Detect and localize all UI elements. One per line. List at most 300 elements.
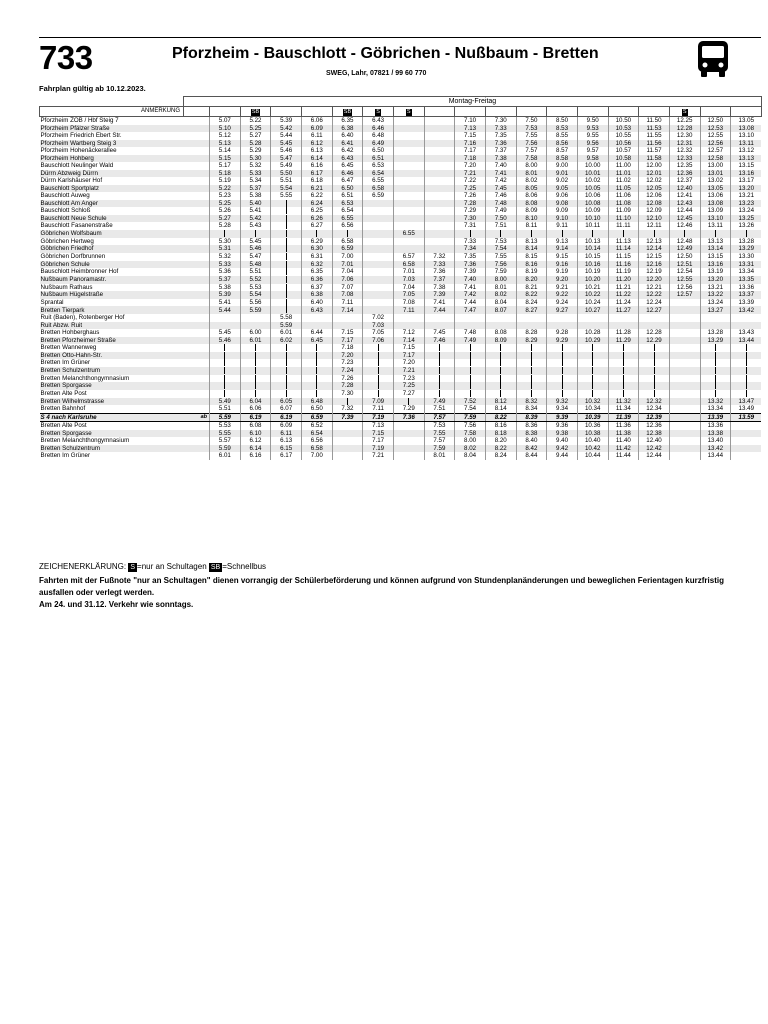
departure-time — [608, 352, 639, 360]
departure-time — [639, 375, 670, 383]
departure-time — [577, 322, 608, 330]
departure-time: 12.57 — [700, 147, 731, 155]
departure-time: 13.39 — [731, 299, 762, 307]
departure-time — [363, 253, 394, 261]
departure-time — [424, 215, 455, 223]
departure-time: 13.13 — [731, 155, 762, 163]
departure-time: 13.16 — [731, 170, 762, 178]
departure-time: 7.04 — [332, 268, 363, 276]
departure-time — [731, 352, 762, 360]
departure-marker: ab — [184, 413, 210, 422]
departure-time — [669, 299, 700, 307]
departure-time: 7.28 — [455, 200, 486, 208]
departure-time: 8.09 — [485, 337, 516, 345]
departure-time: 6.08 — [240, 422, 271, 430]
stop-name: Göbrichen Hertweg — [40, 237, 94, 245]
departure-time — [700, 322, 731, 330]
departure-time: 5.32 — [240, 162, 271, 170]
departure-time: 12.51 — [669, 261, 700, 269]
pass-through-marker — [623, 367, 624, 374]
departure-time: 13.11 — [731, 140, 762, 148]
departure-time: 13.31 — [731, 261, 762, 269]
departure-time: 7.25 — [393, 382, 424, 390]
legend-label: ZEICHENERKLÄRUNG: — [39, 562, 127, 571]
departure-time: 10.15 — [577, 253, 608, 261]
departure-time: 5.18 — [210, 170, 241, 178]
pass-through-marker — [500, 230, 501, 237]
table-row — [40, 185, 762, 193]
departure-time: 7.49 — [485, 207, 516, 215]
departure-time: 12.25 — [669, 117, 700, 125]
departure-time: 12.20 — [639, 276, 670, 284]
departure-time: 13.11 — [700, 222, 731, 230]
pass-through-marker — [500, 344, 501, 351]
departure-time — [271, 284, 302, 292]
departure-time: 6.56 — [332, 222, 363, 230]
pass-through-marker — [623, 390, 624, 397]
departure-time: 13.59 — [731, 413, 762, 422]
departure-time — [669, 445, 700, 453]
departure-time — [639, 359, 670, 367]
departure-time: 13.14 — [700, 245, 731, 253]
pass-through-marker — [715, 359, 716, 366]
column-note — [240, 107, 271, 117]
departure-time: 13.05 — [731, 117, 762, 125]
departure-time: 6.22 — [301, 192, 332, 200]
departure-time: 8.07 — [485, 306, 516, 314]
departure-time: 12.50 — [669, 253, 700, 261]
departure-marker — [184, 276, 210, 284]
column-note — [424, 107, 455, 117]
departure-time — [301, 375, 332, 383]
departure-time — [301, 314, 332, 322]
departure-time: 5.30 — [210, 238, 241, 246]
departure-time: 8.14 — [485, 405, 516, 413]
departure-time: 12.56 — [669, 284, 700, 292]
departure-time — [393, 452, 424, 460]
departure-time — [577, 359, 608, 367]
departure-time: 5.14 — [210, 147, 241, 155]
departure-time — [700, 344, 731, 352]
departure-time: 12.01 — [639, 170, 670, 178]
pass-through-marker — [286, 261, 287, 268]
departure-time: 11.28 — [608, 329, 639, 337]
departure-time: 5.28 — [240, 140, 271, 148]
departure-time: 7.39 — [424, 291, 455, 299]
departure-time: 12.41 — [669, 192, 700, 200]
school-day-badge: S — [406, 108, 411, 115]
stop-name: Bretten Alte Post — [40, 390, 87, 398]
departure-time: 7.08 — [332, 291, 363, 299]
departure-time — [547, 314, 578, 322]
departure-time: 6.38 — [332, 125, 363, 133]
pass-through-marker — [286, 238, 287, 245]
departure-time — [424, 245, 455, 253]
departure-time — [639, 230, 670, 238]
departure-time — [271, 253, 302, 261]
departure-time: 6.43 — [363, 117, 394, 125]
departure-time — [393, 192, 424, 200]
departure-time: 9.42 — [547, 445, 578, 453]
departure-time — [639, 390, 670, 398]
departure-time: 6.32 — [301, 261, 332, 269]
departure-time: 5.54 — [271, 185, 302, 193]
departure-time: 13.16 — [700, 261, 731, 269]
departure-time: 13.26 — [731, 222, 762, 230]
departure-time: 9.57 — [577, 147, 608, 155]
stop-name: Bauschlott Sportplatz — [40, 185, 184, 193]
pass-through-marker — [531, 367, 532, 374]
departure-time — [210, 344, 241, 352]
column-note — [271, 107, 302, 117]
stop-name: Göbrichen Schule — [40, 261, 184, 269]
departure-time — [669, 344, 700, 352]
departure-marker — [184, 268, 210, 276]
departure-time: 6.40 — [301, 299, 332, 307]
departure-time: 10.00 — [577, 162, 608, 170]
departure-marker — [184, 445, 210, 453]
departure-time: 7.17 — [393, 352, 424, 360]
departure-time: 7.13 — [455, 125, 486, 133]
table-row — [40, 375, 762, 383]
stop-name: Dürrn Abzweig Dürrn — [40, 170, 184, 178]
departure-time: 6.11 — [271, 430, 302, 438]
table-row — [40, 452, 762, 460]
departure-time: 10.53 — [608, 125, 639, 133]
column-note — [700, 107, 731, 117]
departure-time — [516, 230, 547, 238]
departure-time — [700, 314, 731, 322]
school-day-badge: S — [682, 108, 687, 115]
departure-time: 6.59 — [363, 192, 394, 200]
departure-time — [547, 352, 578, 360]
departure-time: 8.21 — [516, 284, 547, 292]
departure-time: 9.56 — [577, 140, 608, 148]
day-header-row — [40, 97, 762, 107]
pass-through-marker — [439, 352, 440, 359]
departure-time: 8.06 — [516, 192, 547, 200]
departure-time: 7.54 — [485, 245, 516, 253]
departure-time: 6.12 — [301, 140, 332, 148]
departure-time: 6.31 — [301, 253, 332, 261]
departure-time: 13.27 — [700, 306, 731, 314]
departure-time: 9.50 — [577, 117, 608, 125]
departure-time: 7.39 — [332, 413, 363, 422]
departure-time: 6.10 — [240, 430, 271, 438]
departure-time — [547, 390, 578, 398]
pass-through-marker — [316, 390, 317, 397]
departure-time — [271, 390, 302, 398]
departure-time — [424, 322, 455, 330]
departure-time — [424, 207, 455, 215]
departure-time: 7.05 — [393, 291, 424, 299]
departure-time — [516, 367, 547, 375]
departure-marker — [184, 185, 210, 193]
pass-through-marker — [562, 344, 563, 351]
header-rule — [39, 37, 761, 38]
pass-through-marker — [224, 344, 225, 351]
table-row — [40, 422, 762, 430]
departure-time: 5.22 — [210, 185, 241, 193]
departure-time: 12.16 — [639, 261, 670, 269]
departure-time: 5.23 — [210, 192, 241, 200]
departure-time: 12.40 — [669, 185, 700, 193]
departure-time: 8.12 — [485, 398, 516, 406]
departure-time: 12.19 — [639, 268, 670, 276]
departure-time: 8.08 — [516, 200, 547, 208]
pass-through-marker — [286, 359, 287, 366]
pass-through-marker — [255, 390, 256, 397]
departure-time: 13.34 — [731, 268, 762, 276]
departure-time: 8.22 — [485, 445, 516, 453]
departure-time: 5.55 — [271, 192, 302, 200]
pass-through-marker — [224, 359, 225, 366]
departure-time — [669, 314, 700, 322]
departure-time: 5.53 — [240, 284, 271, 292]
pass-through-marker — [224, 375, 225, 382]
departure-time — [577, 390, 608, 398]
departure-time: 6.24 — [301, 200, 332, 208]
departure-time: 5.55 — [210, 430, 241, 438]
departure-time: 12.02 — [639, 177, 670, 185]
departure-time: 13.44 — [700, 452, 731, 460]
departure-time: 7.16 — [455, 140, 486, 148]
table-row — [40, 140, 762, 148]
departure-time: 6.58 — [301, 445, 332, 453]
departure-time — [301, 230, 332, 238]
departure-time: 8.01 — [485, 284, 516, 292]
stop-name: Ruit (Baden), Rotenberger Hof — [40, 314, 125, 322]
departure-time: 6.19 — [240, 413, 271, 422]
departure-time — [210, 230, 241, 238]
column-note — [363, 107, 394, 117]
pass-through-marker — [746, 390, 747, 397]
departure-time: 10.22 — [577, 291, 608, 299]
departure-time: 12.43 — [669, 200, 700, 208]
pass-through-marker — [531, 344, 532, 351]
departure-time: 9.00 — [547, 162, 578, 170]
pass-through-marker — [286, 222, 287, 229]
pass-through-marker — [592, 359, 593, 366]
departure-time — [271, 207, 302, 215]
table-row — [40, 359, 762, 367]
departure-marker — [184, 155, 210, 163]
stop-name: Bretten Schulzentrum — [40, 445, 184, 453]
departure-time: 12.48 — [669, 238, 700, 246]
departure-time: 9.02 — [547, 177, 578, 185]
departure-time — [363, 222, 394, 230]
stop-name: Nußbaum Hügelstraße — [40, 291, 184, 299]
departure-time: 7.06 — [363, 337, 394, 345]
pass-through-marker — [562, 352, 563, 359]
departure-time: 7.57 — [424, 413, 455, 422]
departure-time: 5.53 — [210, 422, 241, 430]
pass-through-marker — [562, 230, 563, 237]
departure-time: 10.11 — [577, 222, 608, 230]
pass-through-marker — [746, 367, 747, 374]
departure-time — [393, 185, 424, 193]
departure-time: 5.54 — [240, 291, 271, 299]
departure-time: 6.05 — [271, 398, 302, 406]
departure-time: 5.07 — [210, 117, 241, 125]
stop-name: Bauschlott Schloß — [40, 207, 91, 215]
departure-time: 13.40 — [700, 437, 731, 445]
departure-time — [485, 382, 516, 390]
departure-time: 9.40 — [547, 437, 578, 445]
departure-time — [393, 314, 424, 322]
departure-time — [393, 215, 424, 223]
departure-time: 9.20 — [547, 276, 578, 284]
column-note — [516, 107, 547, 117]
day-label: Montag-Freitag — [184, 97, 762, 107]
pass-through-marker — [623, 344, 624, 351]
column-note — [577, 107, 608, 117]
departure-time: 7.37 — [485, 147, 516, 155]
departure-time: 13.25 — [731, 215, 762, 223]
departure-time — [608, 382, 639, 390]
departure-time: 10.06 — [577, 192, 608, 200]
stop-name: Göbrichen Dorfbrunnen — [40, 253, 106, 261]
departure-time: 8.04 — [485, 299, 516, 307]
pass-through-marker — [439, 367, 440, 374]
departure-time: 6.01 — [240, 337, 271, 345]
departure-marker — [184, 367, 210, 375]
departure-time: 6.50 — [363, 147, 394, 155]
departure-time: 6.47 — [332, 177, 363, 185]
departure-time: 5.48 — [240, 261, 271, 269]
departure-time: 7.26 — [455, 192, 486, 200]
departure-time: 8.15 — [516, 253, 547, 261]
departure-time: 12.40 — [639, 437, 670, 445]
pass-through-marker — [224, 390, 225, 397]
departure-time: 8.27 — [516, 306, 547, 314]
departure-time: 6.56 — [301, 437, 332, 445]
departure-time: 12.49 — [669, 245, 700, 253]
departure-time: 12.57 — [669, 291, 700, 299]
departure-time — [485, 390, 516, 398]
departure-time — [210, 322, 241, 330]
departure-time — [608, 314, 639, 322]
departure-time — [393, 422, 424, 430]
departure-marker — [184, 291, 210, 299]
departure-time — [240, 322, 271, 330]
stop-name: Bretten Melanchthongymnasium — [40, 374, 130, 382]
departure-time: 10.08 — [577, 200, 608, 208]
departure-time: 12.36 — [639, 422, 670, 430]
departure-marker — [184, 329, 210, 337]
departure-time — [332, 422, 363, 430]
departure-time — [700, 382, 731, 390]
departure-time: 7.17 — [455, 147, 486, 155]
departure-time: 8.09 — [516, 207, 547, 215]
departure-time: 13.38 — [700, 430, 731, 438]
departure-time — [271, 382, 302, 390]
table-row — [40, 125, 762, 133]
departure-time: 7.06 — [332, 276, 363, 284]
departure-time: 6.45 — [332, 162, 363, 170]
departure-time: 8.00 — [485, 276, 516, 284]
departure-time: 10.05 — [577, 185, 608, 193]
departure-time: 6.01 — [210, 452, 241, 460]
departure-time — [210, 375, 241, 383]
departure-time: 12.44 — [669, 207, 700, 215]
departure-time: 7.31 — [455, 222, 486, 230]
departure-time: 7.50 — [516, 117, 547, 125]
departure-time: 13.30 — [731, 253, 762, 261]
pass-through-marker — [470, 382, 471, 389]
departure-time: 7.53 — [485, 238, 516, 246]
departure-time: 12.45 — [669, 215, 700, 223]
pass-through-marker — [286, 284, 287, 291]
departure-time — [240, 230, 271, 238]
departure-time — [271, 352, 302, 360]
departure-time — [424, 125, 455, 133]
departure-time: 6.58 — [332, 238, 363, 246]
departure-time — [669, 437, 700, 445]
departure-time: 13.08 — [731, 125, 762, 133]
departure-time: 5.42 — [271, 125, 302, 133]
departure-time: 5.56 — [240, 299, 271, 307]
departure-time — [210, 359, 241, 367]
departure-time: 7.59 — [424, 445, 455, 453]
departure-time: 7.33 — [424, 261, 455, 269]
departure-time — [485, 230, 516, 238]
departure-time — [731, 359, 762, 367]
pass-through-marker — [439, 382, 440, 389]
departure-time — [393, 207, 424, 215]
departure-time: 7.00 — [301, 452, 332, 460]
stop-name: Göbrichen Wolfsbaum — [40, 230, 184, 238]
departure-time: 5.39 — [271, 117, 302, 125]
departure-time: 6.04 — [240, 398, 271, 406]
departure-time: 11.38 — [608, 430, 639, 438]
validity-note: Fahrplan gültig ab 10.12.2023. — [39, 84, 146, 93]
pass-through-marker — [531, 352, 532, 359]
departure-time: 8.55 — [547, 132, 578, 140]
departure-time: 7.47 — [455, 306, 486, 314]
pass-through-marker — [654, 352, 655, 359]
departure-time: 10.21 — [577, 284, 608, 292]
departure-time — [516, 382, 547, 390]
pass-through-marker — [623, 352, 624, 359]
departure-time — [608, 344, 639, 352]
departure-time — [516, 390, 547, 398]
departure-time — [485, 322, 516, 330]
table-row — [40, 245, 762, 253]
pass-through-marker — [470, 230, 471, 237]
pass-through-marker — [316, 375, 317, 382]
pass-through-marker — [224, 352, 225, 359]
departure-time: 7.24 — [332, 367, 363, 375]
departure-time: 9.36 — [547, 422, 578, 430]
route-title: Pforzheim - Bauschlott - Göbrichen - Nußbaum - Bretten — [172, 45, 599, 62]
departure-time — [301, 352, 332, 360]
departure-time: 12.37 — [669, 177, 700, 185]
departure-time: 13.08 — [700, 200, 731, 208]
departure-time — [424, 230, 455, 238]
departure-time: 13.36 — [731, 284, 762, 292]
pass-through-marker — [623, 382, 624, 389]
departure-marker — [184, 207, 210, 215]
stop-name: Ruit Abzw. Ruit — [40, 322, 184, 330]
departure-time: 7.35 — [485, 132, 516, 140]
departure-marker — [184, 322, 210, 330]
pass-through-marker — [592, 375, 593, 382]
departure-time: 7.41 — [485, 170, 516, 178]
departure-time: 10.36 — [577, 422, 608, 430]
departure-time — [608, 390, 639, 398]
departure-time — [577, 344, 608, 352]
